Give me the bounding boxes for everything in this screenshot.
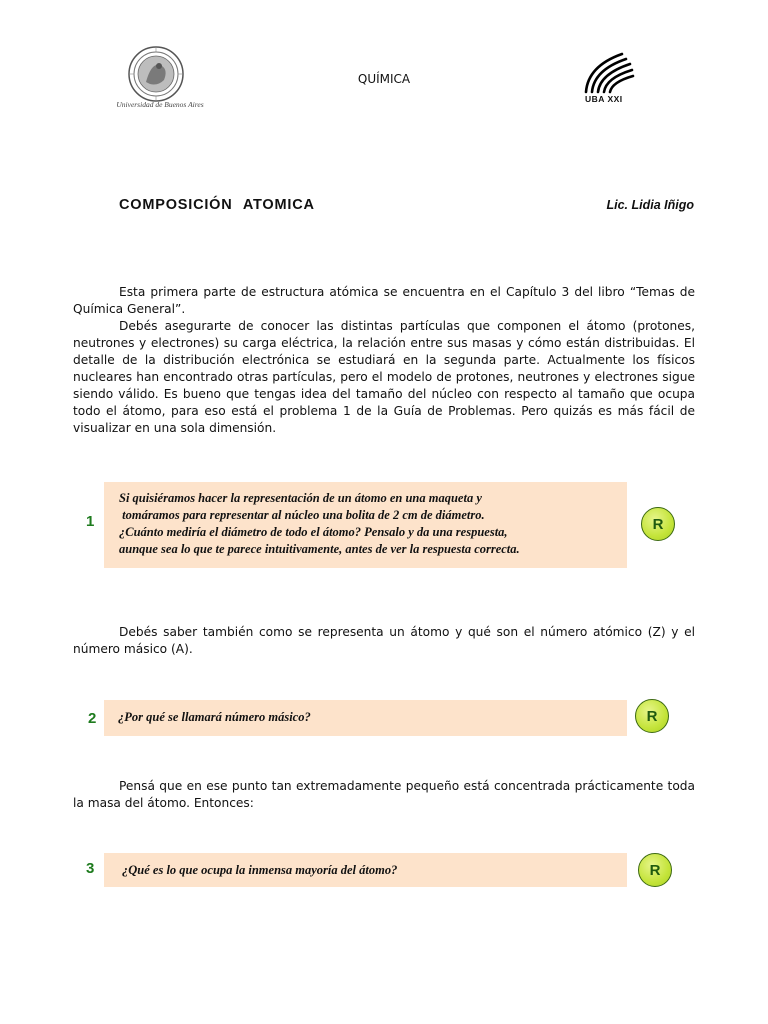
uba-stripes-icon — [578, 48, 638, 94]
question-3-line: ¿Qué es lo que ocupa la inmensa mayoría del átomo? — [122, 863, 398, 877]
question-1-line: tomáramos para representar al núcleo una bolita de 2 cm de diámetro. — [119, 508, 485, 522]
question-3-number: 3 — [86, 860, 95, 877]
university-signature: Universidad de Buenos Aires — [116, 100, 204, 109]
paragraph-numero-atomico: Debés saber también como se representa un átomo y qué son el número atómico (Z) y el número másico (A). — [73, 625, 695, 656]
question-2-box — [104, 700, 627, 736]
question-3-box — [104, 853, 627, 887]
question-1-line: aunque sea lo que te parece intuitivamente, antes de ver la respuesta correcta. — [119, 542, 520, 556]
intro-paragraph-1: Esta primera parte de estructura atómica se encuentra en el Capítulo 3 del libro “Temas de Química General”. — [73, 285, 695, 316]
answer-1-button[interactable]: R — [641, 507, 675, 541]
intro-text — [73, 284, 695, 437]
author-name: Lic. Lidia Iñigo — [606, 198, 694, 212]
paragraph-masa-atomo: Pensá que en ese punto tan extremadamente pequeño está concentrada prácticamente toda la masa del átomo. Entonces: — [73, 779, 695, 810]
intro-paragraph-2: Debés asegurarte de conocer las distintas partículas que componen el átomo (protones, neutrones y electrones) su carga eléctrica, la relación entre sus masas y cómo están distribuidas. El detalle de la distribución electrónica se estudiará en la segunda parte. Actualmente los físicos nucleares han encontrado otras partículas, pero el modelo de protones, neutrones y electrones sigue siendo válido. Es bueno que tengas idea del tamaño del núcleo con respecto al tamaño que ocupa todo el átomo, para eso está el problema 1 de la Guía de Problemas. Pero quizás es más fácil de visualizar en una sola dimensión. — [73, 319, 695, 435]
question-1-box — [104, 482, 627, 568]
answer-2-button[interactable]: R — [635, 699, 669, 733]
answer-3-button[interactable]: R — [638, 853, 672, 887]
body-text-2 — [73, 624, 695, 658]
question-1-line: ¿Cuánto mediría el diámetro de todo el átomo? Pensalo y da una respuesta, — [119, 525, 508, 539]
question-1-line: Si quisiéramos hacer la representación de un átomo en una maqueta y — [119, 491, 482, 505]
question-2-line: ¿Por qué se llamará número másico? — [118, 710, 311, 724]
question-1-number: 1 — [86, 513, 95, 530]
uba-xxi-text: UBA XXI — [585, 94, 623, 104]
body-text-3 — [73, 778, 695, 812]
subject-title: QUÍMICA — [357, 72, 411, 86]
question-2-number: 2 — [88, 710, 97, 727]
document-title: COMPOSICIÓN ATOMICA — [119, 197, 315, 213]
